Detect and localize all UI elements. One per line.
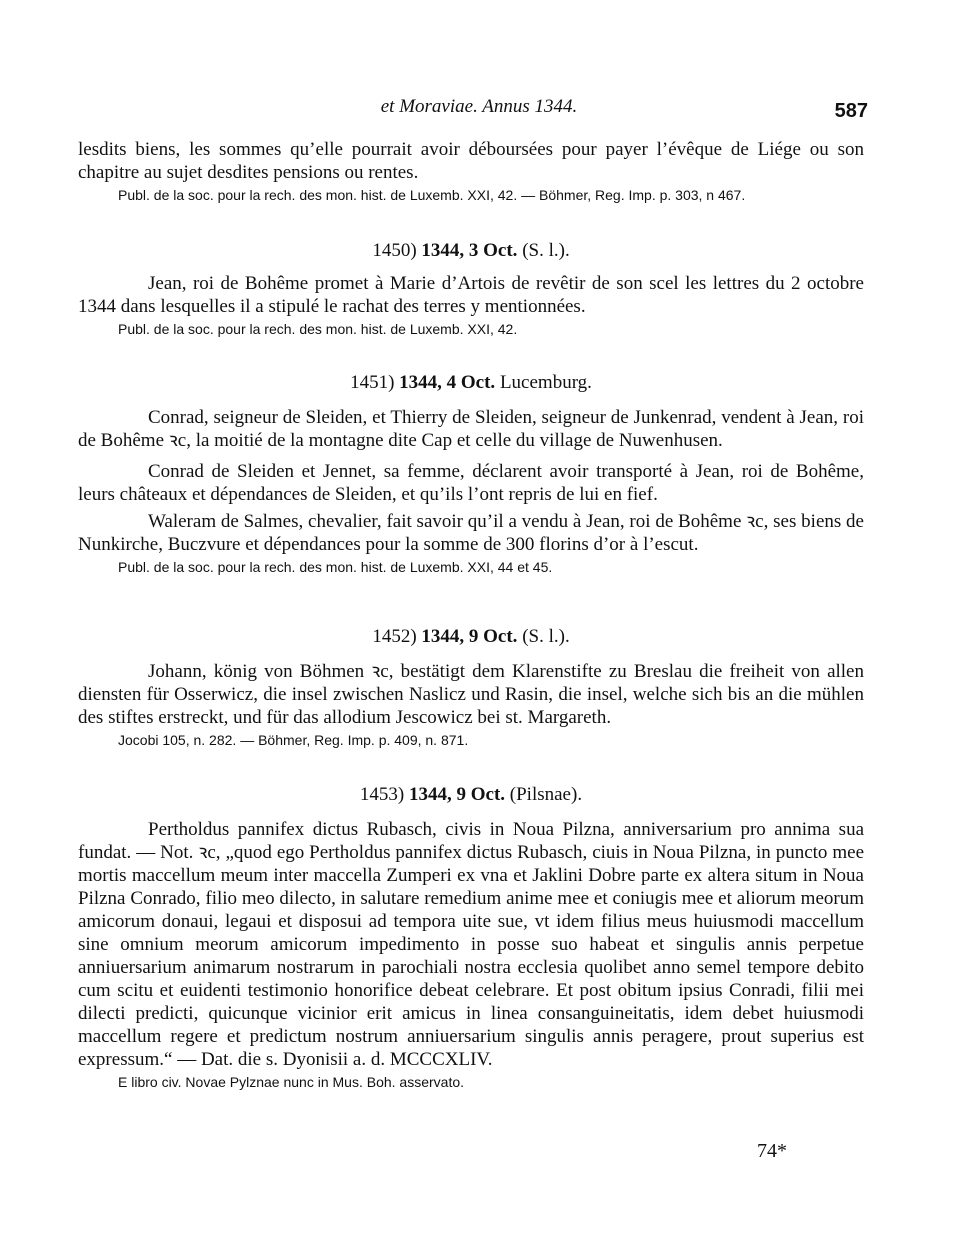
entry-place: (S. l.). bbox=[522, 626, 570, 647]
entry-body-1450 bbox=[78, 272, 864, 339]
entry-body-1452 bbox=[78, 660, 864, 750]
entry-date: 1344, 3 Oct. bbox=[421, 240, 518, 261]
entry-heading-1451 bbox=[78, 372, 864, 394]
entry-heading-1450 bbox=[78, 240, 864, 262]
page-header bbox=[90, 94, 868, 124]
entry-paragraph: Jean, roi de Bohême promet à Marie d’Artois de revêtir de son scel les lettres du 2 octobre 1344 dans lesquelles il a stipulé le rachat des terres y mentionnées. bbox=[78, 273, 864, 317]
entry-heading-1452 bbox=[78, 626, 864, 648]
entry-source: Publ. de la soc. pour la rech. des mon. hist. de Luxemb. XXI, 44 et 45. bbox=[118, 559, 553, 575]
entry-paragraph: Conrad de Sleiden et Jennet, sa femme, déclarent avoir transporté à Jean, roi de Bohême, leurs châteaux et dépendances de Sleiden, et qu’ils l’ont repris de lui en fief. bbox=[78, 461, 864, 505]
entry-body-1453 bbox=[78, 818, 864, 1092]
entry-body-1451 bbox=[78, 406, 864, 577]
entry-paragraph: Waleram de Salmes, chevalier, fait savoir qu’il a vendu à Jean, roi de Bohême ꝛc, ses biens de Nunkirche, Buczvure et dépendances pour la somme de 300 florins d’or à l’escut. bbox=[78, 511, 864, 555]
entry-number: 1451) bbox=[350, 372, 395, 393]
entry-source: E libro civ. Novae Pylznae nunc in Mus. Boh. asservato. bbox=[118, 1074, 465, 1090]
entry-place: (S. l.). bbox=[522, 240, 570, 261]
entry-paragraph: Johann, könig von Böhmen ꝛc, bestätigt dem Klarenstifte zu Breslau die freiheit von allen diensten für Osserwicz, die insel zwischen Naslicz und Rasin, die insel, welche sich bis an die mühlen des stiftes erstreckt, und für das allodium Jescowicz bei st. Margareth. bbox=[78, 661, 864, 728]
continuation-block bbox=[78, 138, 864, 205]
entry-source: Publ. de la soc. pour la rech. des mon. hist. de Luxemb. XXI, 42. bbox=[118, 321, 518, 337]
entry-number: 1452) bbox=[372, 626, 417, 647]
entry-paragraph: Pertholdus pannifex dictus Rubasch, civis in Noua Pilzna, anniversarium pro annima sua fundat. — Not. ꝛc, „quod ego Pertholdus pannifex dictus Rubasch, ciuis in Noua Pilzna, in puncto mee mortis maccellum meum inter maccella Zumperi ex vna et Jaklini Dobre parte ex altera situm in Noua Pilzna Conrado, filio meo dilecto, in salutare remedium anime mee et coniugis mee et aliorum meorum amicorum donaui, legaui et disposui ad tempora uite sue, vt idem filius meus huiusmodi maccellum sine omnium meorum amicorum impedimento in posse suo habeat et singulis annis perpetue anniuersarium animarum nostrarum in parochiali nostra ecclesia quolibet anno semel tempore debito cum scitu et euidenti testimonio honorifice debeat celebrare. Et post obitum ipsius Conradi, filii mei dilecti predicti, quicunque vicinior erit amicus in linea consanguineitatis, idem debet huiusmodi maccellum regere et predictum nostrum anniuersarium singulis annis peragere, prout superius est expressum.“ — Dat. die s. Dyonisii a. d. MCCCXLIV. bbox=[78, 819, 864, 1070]
entry-date: 1344, 9 Oct. bbox=[408, 784, 506, 805]
running-head: et Moraviae. Annus 1344. bbox=[380, 96, 578, 117]
entry-source: Jocobi 105, n. 282. — Böhmer, Reg. Imp. p. 409, n. 871. bbox=[118, 732, 469, 748]
entry-paragraph: Conrad, seigneur de Sleiden, et Thierry de Sleiden, seigneur de Junkenrad, vendent à Jean, roi de Bohême ꝛc, la moitié de la montagne dite Cap et celle du village de Nuwenhusen. bbox=[78, 407, 864, 451]
entry-number: 1450) bbox=[372, 240, 417, 261]
entry-place: (Pilsnae). bbox=[509, 784, 583, 805]
continuation-text: lesdits biens, les sommes qu’elle pourrait avoir déboursées pour payer l’évêque de Liége ou son chapitre au sujet desdites pensions ou rentes. bbox=[78, 139, 864, 183]
entry-number: 1453) bbox=[359, 784, 405, 805]
continuation-source: Publ. de la soc. pour la rech. des mon. hist. de Luxemb. XXI, 42. — Böhmer, Reg. Imp. p. 303, n 467. bbox=[118, 187, 746, 203]
entry-date: 1344, 4 Oct. bbox=[399, 372, 496, 393]
entry-date: 1344, 9 Oct. bbox=[421, 626, 518, 647]
page-number: 587 bbox=[834, 100, 868, 122]
entry-place: Lucemburg. bbox=[499, 372, 592, 393]
signature-mark: 74* bbox=[757, 1140, 787, 1162]
entry-heading-1453 bbox=[78, 784, 864, 806]
